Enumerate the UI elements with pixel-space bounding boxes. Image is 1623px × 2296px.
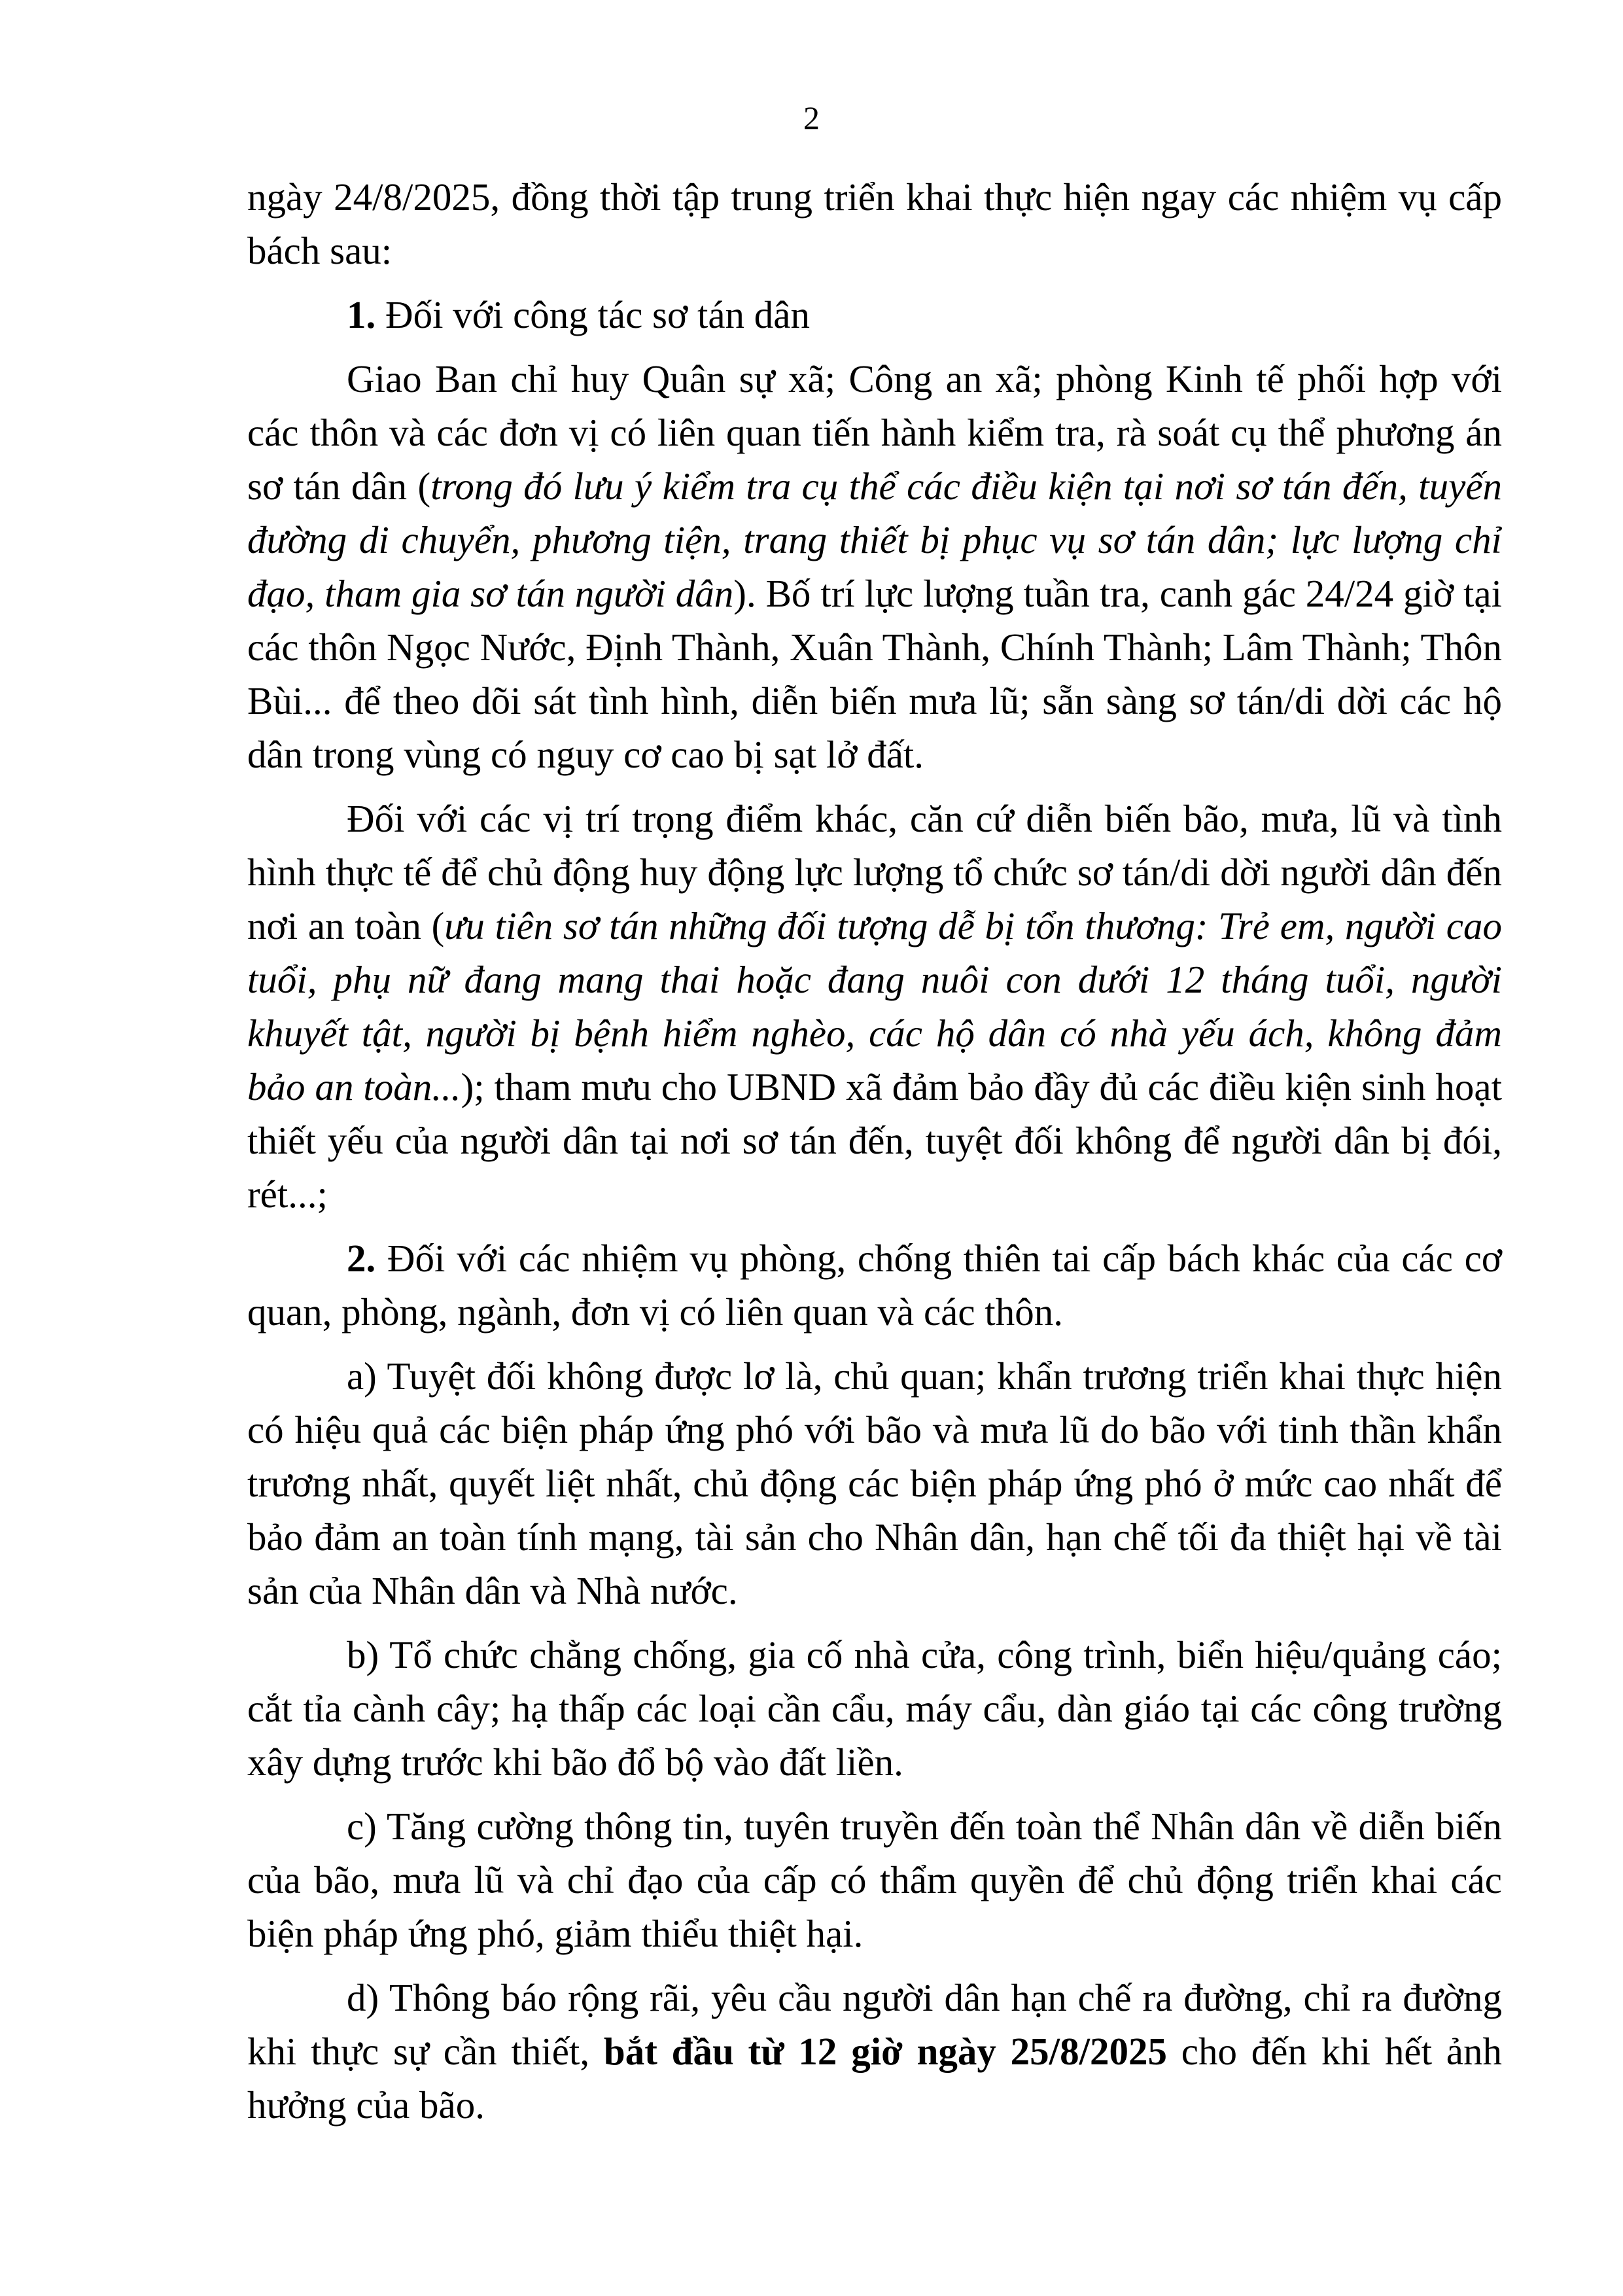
evacuation-plan-text-italic: trong đó lưu ý kiểm tra cụ thể các điều kiện tại nơi sơ tán đến, tuyến đường di chuyển, phương tiện, trang thiết bị phục vụ sơ tán dân; lực lượng chỉ đạo, tham gia sơ tán người dân [247, 465, 1503, 615]
item-b-text: b) Tổ chức chằng chống, gia cố nhà cửa, công trình, biển hiệu/quảng cáo; cắt tỉa cành cây; hạ thấp các loại cần cẩu, máy cẩu, dàn giáo tại các công trường xây dựng trước khi bão đổ bộ vào đất liền. [247, 1633, 1502, 1784]
item-d-text-a: d) Thông báo rộng rãi, yêu cầu người dân hạn chế ra đường, chỉ ra đường khi thực sự cần thiết, [247, 1976, 1502, 2073]
key-locations-text-a: Đối với các vị trí trọng điểm khác, căn cứ diễn biến bão, mưa, lũ và tình hình thực tế để chủ động huy động lực lượng tổ chức sơ tán/di dời người dân đến nơi an toàn ( [247, 797, 1502, 947]
section-heading-2 [247, 1231, 1502, 1339]
evacuation-plan-text-c: ). Bố trí lực lượng tuần tra, canh gác 24/24 giờ tại các thôn Ngọc Nước, Định Thành, Xuân Thành, Chính Thành; Lâm Thành; Thôn Bùi... để theo dõi sát tình hình, diễn biến mưa lũ; sẵn sàng sơ tán/di dời các hộ dân trong vùng có nguy cơ cao bị sạt lở đất. [247, 572, 1502, 776]
paragraph-intro-text: ngày 24/8/2025, đồng thời tập trung triển khai thực hiện ngay các nhiệm vụ cấp bách sau: [247, 175, 1502, 272]
evacuation-plan-text-a: Giao Ban chỉ huy Quân sự xã; Công an xã; phòng Kinh tế phối hợp với các thôn và các đơn vị có liên quan tiến hành kiểm tra, rà soát cụ thể phương án sơ tán dân ( [247, 357, 1502, 508]
section-number-2: 2. [347, 1237, 376, 1280]
item-a-text: a) Tuyệt đối không được lơ là, chủ quan; khẩn trương triển khai thực hiện có hiệu quả các biện pháp ứng phó với bão và mưa lũ do bão với tinh thần khẩn trương nhất, quyết liệt nhất, chủ động các biện pháp ứng phó ở mức cao nhất để bảo đảm an toàn tính mạng, tài sản cho Nhân dân, hạn chế tối đa thiệt hại về tài sản của Nhân dân và Nhà nước. [247, 1354, 1502, 1612]
item-d-text-c: cho đến khi hết ảnh hưởng của bão. [247, 2030, 1502, 2127]
item-d-text-bold: bắt đầu từ 12 giờ ngày 25/8/2025 [603, 2030, 1167, 2073]
paragraph-key-locations [247, 792, 1502, 1221]
document-body [247, 170, 1502, 2142]
paragraph-evacuation-plan [247, 352, 1502, 781]
key-locations-text-italic: ưu tiên sơ tán những đối tượng dễ bị tổn thương: Trẻ em, người cao tuổi, phụ nữ đang mang thai hoặc đang nuôi con dưới 12 tháng tuổi, người khuyết tật, người bị bệnh hiểm nghèo, các hộ dân có nhà yếu ách, không đảm bảo an toàn... [247, 904, 1502, 1108]
paragraph-intro [247, 170, 1502, 277]
section-title-2: Đối với các nhiệm vụ phòng, chống thiên tai cấp bách khác của các cơ quan, phòng, ngành, đơn vị có liên quan và các thôn. [247, 1237, 1502, 1333]
key-locations-text-c: ); tham mưu cho UBND xã đảm bảo đầy đủ các điều kiện sinh hoạt thiết yếu của người dân tại nơi sơ tán đến, tuyệt đối không để người dân bị đói, rét...; [247, 1065, 1502, 1216]
item-c [247, 1799, 1502, 1960]
section-heading-1 [247, 288, 1502, 342]
item-c-text: c) Tăng cường thông tin, tuyên truyền đến toàn thể Nhân dân về diễn biến của bão, mưa lũ và chỉ đạo của cấp có thẩm quyền để chủ động triển khai các biện pháp ứng phó, giảm thiểu thiệt hại. [247, 1805, 1502, 1955]
item-d [247, 1971, 1502, 2132]
page-number: 2 [803, 99, 820, 136]
section-title-1: Đối với công tác sơ tán dân [375, 293, 810, 336]
item-b [247, 1628, 1502, 1789]
item-a [247, 1349, 1502, 1617]
section-number-1: 1. [347, 293, 376, 336]
